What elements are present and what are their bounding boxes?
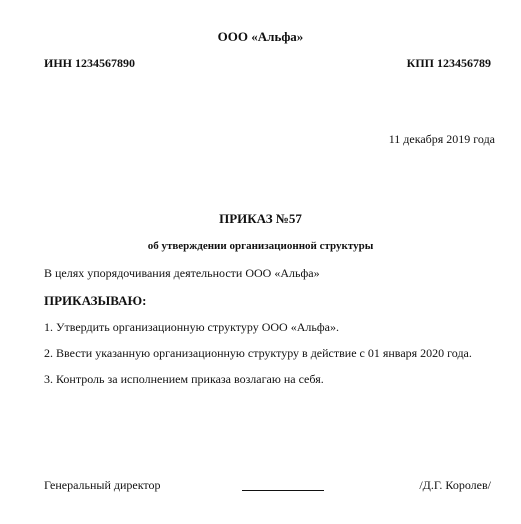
- order-item: 3. Контроль за исполнением приказа возлагаю на себя.: [44, 372, 324, 386]
- order-preamble: В целях упорядочивания деятельности ООО «Альфа»: [44, 266, 320, 280]
- signature-line: [242, 481, 324, 491]
- document-date: 11 декабря 2019 года: [388, 132, 495, 146]
- order-item: 2. Ввести указанную организационную структуру в действие с 01 января 2020 года.: [44, 346, 472, 360]
- kpp-label: КПП 123456789: [406, 56, 491, 70]
- order-command: ПРИКАЗЫВАЮ:: [44, 293, 147, 308]
- organization-name: ООО «Альфа»: [217, 29, 304, 44]
- inn-label: ИНН 1234567890: [44, 56, 136, 70]
- order-item: 1. Утвердить организационную структуру ООО «Альфа».: [44, 320, 339, 334]
- signatory-name: /Д.Г. Королев/: [419, 478, 491, 492]
- order-subtitle: об утверждении организационной структуры: [147, 240, 374, 252]
- signatory-role: Генеральный директор: [44, 478, 161, 492]
- order-title: ПРИКАЗ №57: [219, 211, 302, 226]
